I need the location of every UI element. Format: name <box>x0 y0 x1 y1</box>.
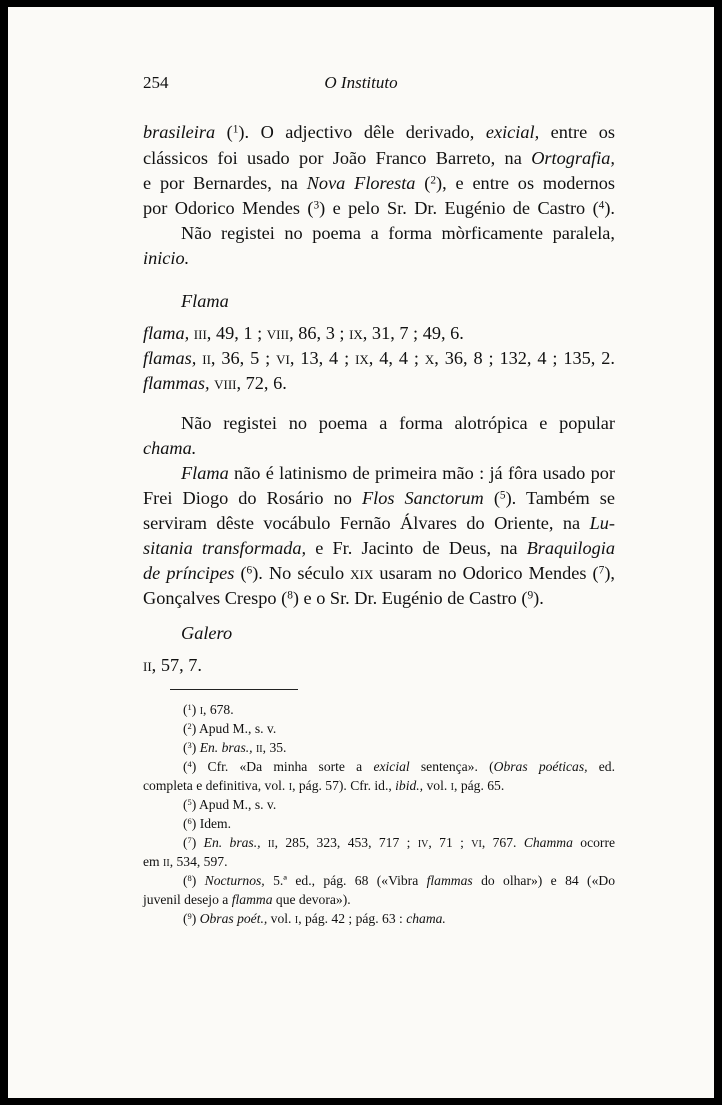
footnote-continuation: juvenil desejo a flamma que devora»). <box>143 892 351 907</box>
body-line: e por Bernardes, na Nova Floresta ($^2$), e entre os modernos <box>143 173 615 193</box>
footnote-continuation: completa e definitiva, vol. i, pág. 57). Cfr. id., ibid., vol. i, pág. 65. <box>143 778 505 793</box>
footnote: ($^9$) Obras poét., vol. i, pág. 42 ; pág. 63 : chama. <box>183 910 446 926</box>
footnote: ($^3$) En. bras., ii, 35. <box>183 739 287 755</box>
page-number: 254 <box>143 73 169 92</box>
body-line: serviram dêste vocábulo Fernão Álvares do Oriente, na Lu- <box>143 513 615 533</box>
body-line: sitania transformada, e Fr. Jacinto de Deus, na Braquilogia <box>143 538 615 558</box>
footnote: ($^2$) Apud M., s. v. <box>183 720 277 736</box>
footnote-continuation: em ii, 534, 597. <box>143 854 228 869</box>
citation-line: flama, iii, 49, 1 ; viii, 86, 3 ; ix, 31, 7 ; 49, 6. <box>143 323 464 343</box>
footnote-rule <box>170 689 298 690</box>
citation-line: flamas, ii, 36, 5 ; vi, 13, 4 ; ix, 4, 4 ; x, 36, 8 ; 132, 4 ; 135, 2. <box>143 348 615 368</box>
footnote: ($^5$) Apud M., s. v. <box>183 796 277 812</box>
body-line: clássicos foi usado por João Franco Barreto, na Ortografia, <box>143 148 615 168</box>
body-line: Não registei no poema a forma mòrficamente paralela, <box>181 223 615 243</box>
body-line: Gonçalves Crespo ($^8$) e o Sr. Dr. Eugénio de Castro ($^9$). <box>143 588 544 608</box>
body-line: chama. <box>143 438 197 458</box>
running-title: O Instituto <box>324 73 398 92</box>
footnote: ($^7$) En. bras., ii, 285, 323, 453, 717 ; iv, 71 ; vi, 767. Chamma ocorre <box>183 834 616 850</box>
citation-line: flammas, viii, 72, 6. <box>143 373 287 393</box>
footnote: ($^6$) Idem. <box>183 815 232 831</box>
citation-line: ii, 57, 7. <box>143 655 202 675</box>
body-line: Flama não é latinismo de primeira mão : já fôra usado por <box>181 463 615 483</box>
footnote: ($^4$) Cfr. «Da minha sorte a exicial sentença». (Obras poéticas, ed. <box>183 758 615 774</box>
page-header <box>8 73 714 103</box>
footnote: ($^8$) Nocturnos, 5.ª ed., pág. 68 («Vibra flammas do olhar») e 84 («Do <box>183 872 615 888</box>
body-line: Frei Diogo do Rosário no Flos Sanctorum ($^5$). Também se <box>143 488 615 508</box>
body-line: brasileira ($^1$). O adjectivo dêle derivado, exicial, entre os <box>143 122 615 142</box>
section-heading: Galero <box>181 623 233 643</box>
body-line: Não registei no poema a forma alotrópica e popular <box>181 413 615 433</box>
section-heading: Flama <box>181 291 229 311</box>
footnote: ($^1$) i, 678. <box>183 701 234 717</box>
body-line: por Odorico Mendes ($^3$) e pelo Sr. Dr. Eugénio de Castro ($^4$). <box>143 198 616 218</box>
body-line: inicio. <box>143 248 190 268</box>
book-page <box>8 7 714 1098</box>
body-line: de príncipes ($^6$). No século xix usaram no Odorico Mendes ($^7$), <box>143 563 615 583</box>
